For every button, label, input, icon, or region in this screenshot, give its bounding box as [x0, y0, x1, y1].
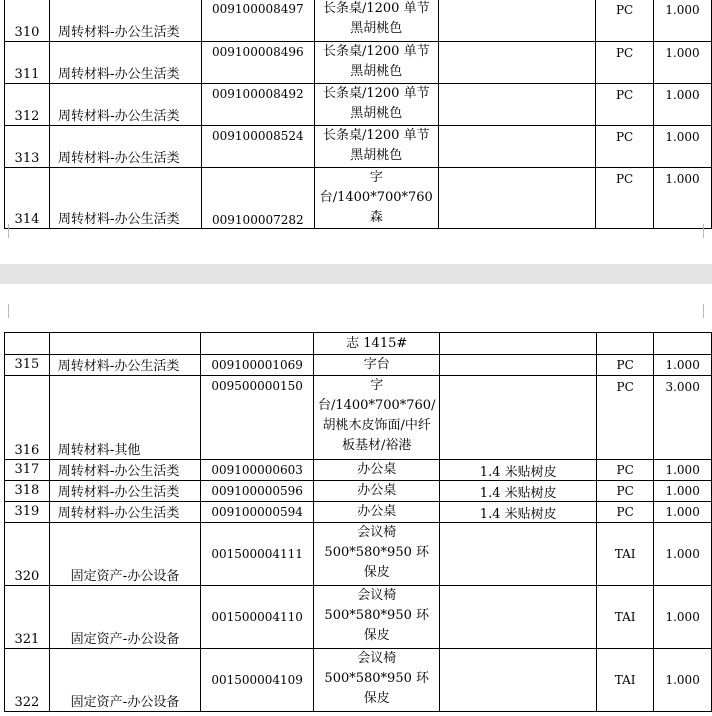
category-cell: 周转材料-办公生活类	[49, 0, 201, 42]
table-row	[5, 481, 712, 502]
table-row	[5, 333, 712, 355]
name-cell: 字台/1400*700*760/胡桃木皮饰面/中纤板基材/裕港	[313, 376, 439, 460]
code-cell: 009100000594	[201, 502, 314, 523]
category-cell: 周转材料-办公生活类	[49, 460, 201, 481]
code-cell: 009100008524	[201, 126, 314, 168]
spec-cell: 1.4 米贴树皮	[440, 460, 597, 481]
row-number: 310	[5, 0, 50, 42]
row-number: 321	[5, 586, 50, 649]
unit-cell: PC	[596, 42, 654, 84]
category-cell: 固定资产-办公设备	[49, 523, 201, 586]
category-cell: 周转材料-办公生活类	[49, 84, 201, 126]
table-row	[5, 586, 712, 649]
unit-cell: PC	[596, 376, 653, 460]
table-row	[5, 649, 712, 712]
qty-cell: 1.000	[654, 481, 712, 502]
qty-cell: 1.000	[654, 460, 712, 481]
qty-cell: 1.000	[654, 0, 712, 42]
name-cell: 会议椅500*580*950 环保皮	[313, 649, 439, 712]
code-cell: 001500004111	[201, 523, 314, 586]
code-cell: 009100008492	[201, 84, 314, 126]
row-number: 311	[5, 42, 50, 84]
name-cell: 办公桌	[313, 460, 439, 481]
code-cell: 009100008496	[201, 42, 314, 84]
page-bottom	[0, 284, 712, 716]
spec-cell	[440, 376, 597, 460]
table-row	[5, 355, 712, 376]
table-row	[5, 168, 712, 229]
unit-cell: TAI	[596, 586, 653, 649]
empty-cell	[440, 333, 597, 355]
name-cell: 长条桌/1200 单节黑胡桃色	[314, 42, 438, 84]
code-cell: 009100007282	[201, 168, 314, 229]
qty-cell: 1.000	[654, 168, 712, 229]
empty-cell	[596, 333, 653, 355]
page-corner-mark	[0, 224, 9, 238]
empty-cell	[654, 333, 712, 355]
empty-cell	[49, 333, 201, 355]
row-number: 320	[5, 523, 50, 586]
category-cell: 周转材料-办公生活类	[49, 168, 201, 229]
empty-cell	[5, 333, 50, 355]
spec-cell	[438, 0, 595, 42]
unit-cell: PC	[596, 355, 653, 376]
unit-cell: PC	[596, 502, 653, 523]
name-cell: 会议椅500*580*950 环保皮	[313, 586, 439, 649]
qty-cell: 1.000	[654, 502, 712, 523]
row-number: 312	[5, 84, 50, 126]
category-cell: 周转材料-办公生活类	[49, 355, 201, 376]
qty-cell: 1.000	[654, 126, 712, 168]
unit-cell: PC	[596, 84, 654, 126]
row-number: 313	[5, 126, 50, 168]
name-cell: 字台	[313, 355, 439, 376]
unit-cell: TAI	[596, 523, 653, 586]
name-cell: 办公桌	[313, 502, 439, 523]
empty-cell	[201, 333, 314, 355]
category-cell: 周转材料-办公生活类	[49, 42, 201, 84]
page-gap	[0, 264, 712, 284]
name-cell: 字台/1400*700*760 森	[314, 168, 438, 229]
category-cell: 周转材料-办公生活类	[49, 481, 201, 502]
category-cell: 周转材料-办公生活类	[49, 502, 201, 523]
qty-cell: 1.000	[654, 42, 712, 84]
page-corner-mark	[703, 224, 712, 238]
asset-table-bottom	[4, 332, 712, 712]
table-row	[5, 84, 712, 126]
table-row	[5, 42, 712, 84]
name-cell: 会议椅500*580*950 环保皮	[313, 523, 439, 586]
unit-cell: PC	[596, 126, 654, 168]
name-cell: 志 1415#	[313, 333, 439, 355]
table-row	[5, 0, 712, 42]
spec-cell	[440, 586, 597, 649]
spec-cell	[438, 126, 595, 168]
unit-cell: PC	[596, 168, 654, 229]
category-cell: 固定资产-办公设备	[49, 649, 201, 712]
qty-cell: 1.000	[654, 586, 712, 649]
code-cell: 001500004110	[201, 586, 314, 649]
spec-cell	[440, 523, 597, 586]
row-number: 322	[5, 649, 50, 712]
spec-cell	[438, 42, 595, 84]
spec-cell: 1.4 米贴树皮	[440, 502, 597, 523]
code-cell: 009100000596	[201, 481, 314, 502]
table-row	[5, 502, 712, 523]
category-cell: 固定资产-办公设备	[49, 586, 201, 649]
qty-cell: 1.000	[654, 523, 712, 586]
row-number: 315	[5, 355, 50, 376]
table-row	[5, 376, 712, 460]
qty-cell: 1.000	[654, 649, 712, 712]
unit-cell: PC	[596, 481, 653, 502]
unit-cell: PC	[596, 460, 653, 481]
category-cell: 周转材料-其他	[49, 376, 201, 460]
spec-cell	[438, 84, 595, 126]
name-cell: 办公桌	[313, 481, 439, 502]
page-corner-mark	[703, 304, 712, 318]
name-cell: 长条桌/1200 单节黑胡桃色	[314, 126, 438, 168]
spec-cell	[440, 355, 597, 376]
page-corner-mark	[0, 304, 9, 318]
table-row	[5, 460, 712, 481]
spec-cell	[438, 168, 595, 229]
qty-cell: 1.000	[654, 84, 712, 126]
code-cell: 009100008497	[201, 0, 314, 42]
row-number: 314	[5, 168, 50, 229]
table-row	[5, 126, 712, 168]
unit-cell: TAI	[596, 649, 653, 712]
row-number: 317	[5, 460, 50, 481]
code-cell: 001500004109	[201, 649, 314, 712]
name-cell: 长条桌/1200 单节黑胡桃色	[314, 84, 438, 126]
row-number: 316	[5, 376, 50, 460]
row-number: 318	[5, 481, 50, 502]
spec-cell: 1.4 米贴树皮	[440, 481, 597, 502]
spec-cell	[440, 649, 597, 712]
category-cell: 周转材料-办公生活类	[49, 126, 201, 168]
qty-cell: 1.000	[654, 355, 712, 376]
code-cell: 009100001069	[201, 355, 314, 376]
name-cell: 长条桌/1200 单节黑胡桃色	[314, 0, 438, 42]
table-row	[5, 523, 712, 586]
page-top	[0, 0, 712, 240]
row-number: 319	[5, 502, 50, 523]
code-cell: 009500000150	[201, 376, 314, 460]
unit-cell: PC	[596, 0, 654, 42]
asset-table-top	[4, 0, 712, 229]
code-cell: 009100000603	[201, 460, 314, 481]
qty-cell: 3.000	[654, 376, 712, 460]
